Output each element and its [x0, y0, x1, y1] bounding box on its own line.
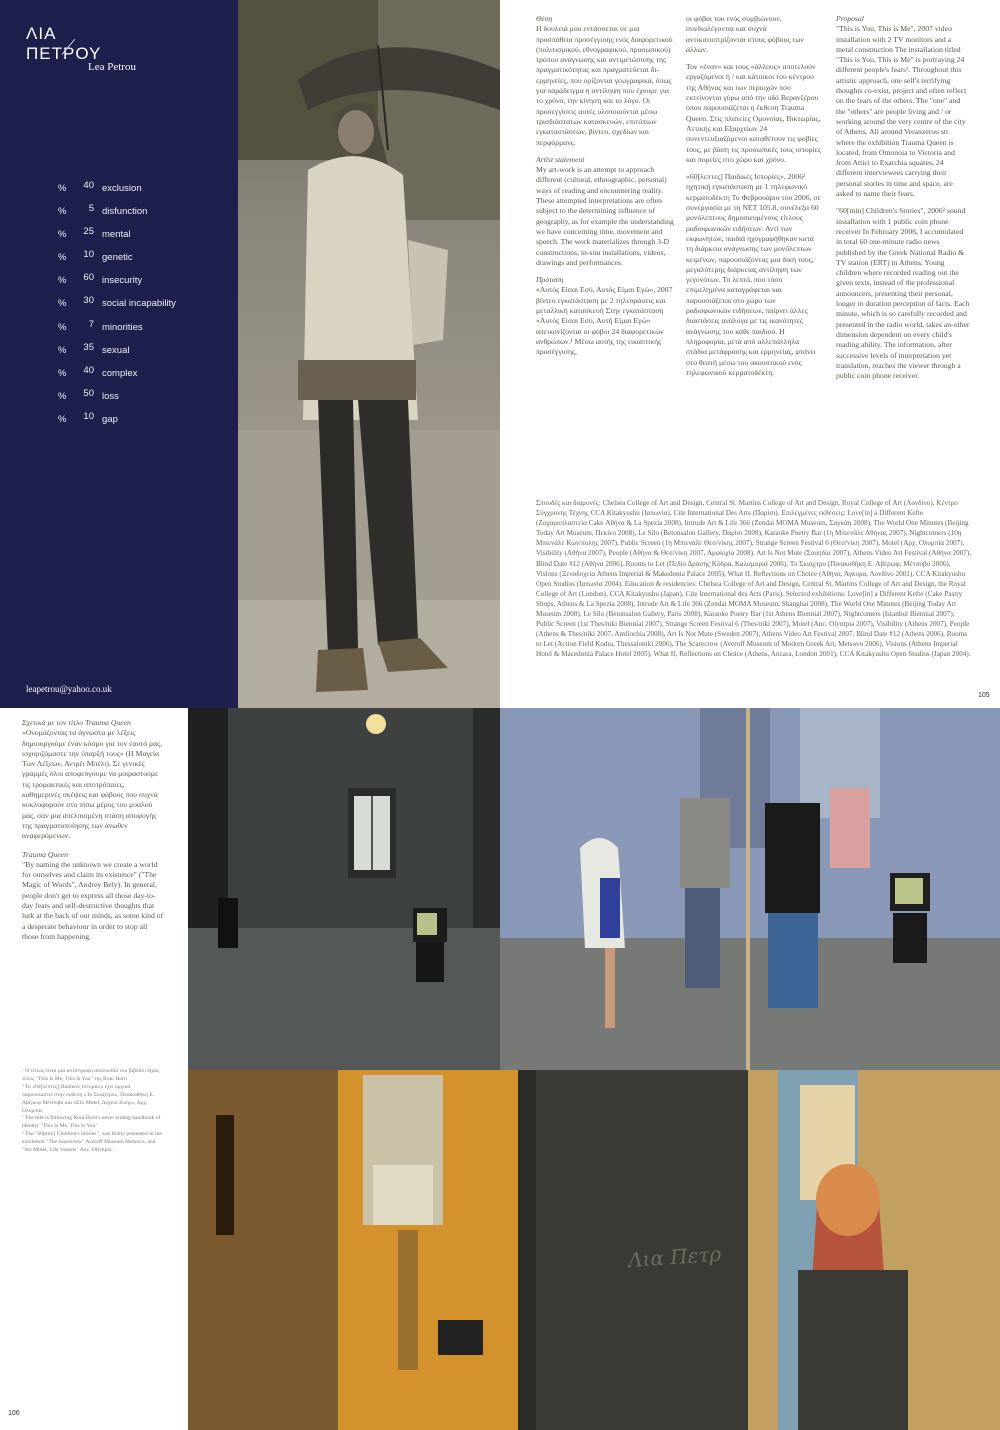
stat-label: disfunction — [102, 206, 148, 218]
proposal-text: "This is You, This is Me", 2007 video installation with 2 TV monitors and a metal construction The installation titled "This is You, This is Me" is portraying 24 different people's fears¹. Throughout this artistic approach, one self's terrifying thoughts co-exist, project and often reflect on the fears of the others. The "one" and the "others" are people living and / or working around the very centre of the city of Athens. All around Veranzerou str. where the exhibition Trauma Queen is located, from Omonoia to Victoria and from Attici to Exarchia squares, 24 different interviewees carrying their personal stories in time and space, are asked to name their fears. — [836, 24, 967, 199]
percent-symbol: % — [58, 252, 67, 264]
page-number-right: 105 — [978, 692, 990, 699]
footnote: ¹ Ο τίτλος είναι μια αντίστροφη ακολουθία του βιβλίου δίχως τέλος "This Is Me, This Is You" της Roni Horn — [22, 1068, 160, 1082]
percent-symbol: % — [58, 183, 67, 194]
artist-greek-name: ΛΙΑ ΠΕΤΡΟΥ — [26, 24, 102, 63]
stat-label: social incapability — [102, 298, 176, 310]
stat-value: 50 — [83, 387, 94, 399]
stat-label: loss — [102, 390, 119, 402]
fears-continued: οι φόβοι του ενός συμβιώνουν, συνδιαλέγονται και συχνά αντικατοπτρίζονται στους φόβους των άλλων. — [686, 14, 804, 54]
percent-symbol: % — [58, 390, 67, 402]
stat-value: 35 — [83, 341, 94, 353]
protasi-heading: Πρόταση — [536, 275, 564, 285]
artist-latin-name: Lea Petrou — [88, 61, 136, 73]
footnote: ² Το «60[λεπτες] Παιδικές Ιστορίες» έχει αρχικά παρουσιαστεί στην έκθεση «Το Σκιάχτρο», Πινακοθήκη Ε. Αβέρωφ Μέτσοβο και «Στο Motel, Δοχεία Ζωής», Αρχ. Ολυμπία. — [22, 1083, 155, 1114]
percent-symbol: % — [58, 298, 67, 310]
percent-symbol: % — [58, 206, 67, 218]
title-note-text-gr: «Ονομάζοντας τα άγνωστα με λέξεις δημιουργούμε έναν κόσμο για τον εαυτό μας, ισχυριζόμαστε την ύπαρξή τους» (Η Μαγεία Των Λέξεων, Αντρέι Μπέλι). Σε γενικές γραμμές όλοι αποφεύγουμε να μοιραστούμε τις τρομακτικές και αποτρόπαιες, καθημερινές σκέψεις και φόβους που συχνά κυκλοφορούν στο πίσω μέρος του μυαλού μας, σαν μια απελπισμένη στάση αποφυγής της πραγματοποίησης των άνωθεν αναφερόμενων. — [22, 728, 163, 841]
stat-label: insecurity — [102, 275, 143, 287]
page-number-left: 106 — [8, 1410, 20, 1417]
one-and-others-text: Τον «έναν» και τους «άλλους» αποτελούν εργαζόμενοι ή / και κάτοικοι του κέντρου της Αθήνας και των περιοχών που εκτείνονται γύρω από την οδό Βερανζέρου όπου παρουσιάζεται η έκθεση Trauma Queen. Στις πλατείες Ομονοίας, Βικτωρίας, Αττικής και Εξαρχείων 24 συνεντευξιαζόμενοι καταθέτουν τις φοβίες τους, με βάση τις προσωπικές τους ιστορίες και πορείες στο χώρο και χρόνο. — [686, 62, 821, 164]
trauma-queen-heading: Trauma Queen — [22, 849, 68, 859]
stat-label: exclusion — [102, 183, 142, 194]
stat-value: 10 — [83, 410, 94, 422]
portrait-illustration — [238, 0, 500, 708]
childrens-stories-text-en: "60[min] Children's Stories", 2006² sound installation with 1 public coin phone receiver In February 2006, I accumulated in total 60 one-minute radio news published by the Greek National Radio & TV station (ERT) in Athens. Young children where recorded reading out the given texts, instead of the professional announcers, presenting their personal, longer in duration perception of facts. Each minute, which is so carefully recorded and presented in the radio world, takes an-other dimension dependent on every child's reading ability. The information, after successive levels of interpretation yet translation, reaches the viewer through a public coin phone receiver. — [836, 206, 970, 381]
stat-label: mental — [102, 229, 131, 241]
percent-symbol: % — [58, 275, 67, 287]
stat-label: genetic — [102, 252, 133, 264]
title-note-heading: Σχετικά με τον τίτλο Trauma Queen — [22, 718, 131, 727]
text-column-2 — [686, 14, 822, 385]
percent-symbol: % — [58, 413, 67, 425]
stat-value: 30 — [83, 295, 94, 307]
thesis-text: Η δουλειά μου εντάσσεται σε μια προσπάθεια προσέγγισης ενός διαφορετικού (πολιτισμικού, εθνογραφικού, προσωπικού) τρόπου ανάγνωσης και αντιμετώπισης της πραγματικότητας και πραγματεύεται δι-ερμηνείες, που ορίζονται γεωγραφικά, όπως για παράδειγμα η αντίληψη που έχουμε για το χρόνο, την κίνηση και το λόγο. Οι προσεγγίσεις αυτές υλοποιούνται μέσω τρισδιάστατων κατασκευών, επιτόπιων εγκαταστάσεων, βίντεο, σχεδίων και περφόρμανς. — [536, 24, 673, 147]
installation-room-photo — [188, 708, 500, 1070]
artist-sidebar — [0, 0, 238, 708]
footnote: ¹ The title is following Roni Horn's never ending handbook of identity "This Is Me, This Is You" — [22, 1115, 161, 1130]
artist-email[interactable]: leapetrou@yahoo.co.uk — [26, 684, 112, 694]
stat-label: complex — [102, 367, 138, 379]
stat-value: 25 — [83, 226, 94, 238]
childrens-stories-title-gr: «60[λεπτες] Παιδικές Ιστορίες», 2006² — [686, 172, 806, 182]
stat-value: 10 — [83, 249, 94, 261]
phone-booth-illustration — [188, 1070, 1000, 1430]
stat-label: sexual — [102, 344, 130, 356]
stat-label: minorities — [102, 321, 143, 333]
wall-graffiti: Λια Πετρ — [627, 1241, 722, 1273]
stat-row — [58, 410, 236, 437]
artist-statement-text: My art-work is an attempt to approach different (cultural, ethnographic, personal) ways of reading and encountering reality. These attempted interpretations are often subject to the determining influence of geography, as for example the understanding we have concerning time, movement and speech. The work materializes through 3-D constructions, in-situ installations, videos, drawings and performances. — [536, 165, 674, 267]
artist-statement-heading: Artist statement — [536, 154, 585, 164]
percent-symbol: % — [58, 367, 67, 379]
stat-label: gap — [102, 413, 118, 425]
trauma-queen-column — [22, 718, 164, 950]
stats-list — [58, 180, 236, 437]
trauma-queen-text-en: "By naming the unknown we create a world for ourselves and claim its existence" ("The Magic of Words", Andrey Bely). In general, people don't get to express all those day-to-day fears and self-destructive thoughts that lurk at the back of our minds, as some kind of a desperate behaviour in order to stop all those from happening. — [22, 859, 164, 941]
protasi-text: «Αυτός Είσαι Εσύ, Αυτός Είμαι Εγώ», 2007 βίντεο εγκατάσταση με 2 τηλεοράσεις και μεταλλική κατασκευή Στην εγκατάσταση «Αυτός Είσαι Εσύ, Αυτή Είμαι Εγώ» απεικονίζονται οι φόβοι 24 διαφορετικών ανθρώπων.¹ Μέσω αυτής της εικαστικής προσέγγισης, — [536, 285, 673, 357]
bio-education-exhibitions: Σπουδές και διαμονές: Chelsea College of Art and Design, Central St. Martins College of Art and Design, Royal College of Art (Λονδίνο), Κέντρο Σύγχρονης Τέχνης CCA Kitakyushu (Ιαπωνία), Cite International Des Arts (Παρίσι). Επιλεγμένες εκθέσεις: Love[in] a Different Kefte (Ζαχαροπλαστεία Cake Αθήνα & La Spezia 2008), Intrude Art & Life 366 (Zendai MOMA Museum, Σαγκάη 2008), The World One Minutes (Beijing Today Art Museum, Πεκίνο 2008), Le Silo (Betonsalon Gallery, Παρίσι 2008), Karaoke Poetry Bar (1η Μπιενάλε Αθήνας 2007), Nightcomers (10η Μπιενάλε Κων/πολης 2007), Public Screen (1η Μπιενάλε Θεσ/νίκης 2007), Strange Screen Festival 6 (Θεσ/νίκη 2007), Motel (Αρχ. Ολυμπία 2007), Visibility (Αθήνα 2007), People (Αθήνα & Θεσ/νίκη 2007, Αμφίοχία 2008), Art Is Not Mute (Σουηδία 2007), Athens Video Art Festival (Αθήνα 2007), Blind Date #12 (Αθήνα 2006), Rooms to Let (Πεδίο Δράσης Κόδρα, Καλαμαριά 2006), Το Σκιάχτρο (Πινακοθήκη Ε. Αβέρωφ, Μέτσοβο 2006), Visions (Ξενοδοχεία Athens Imperial & Makedonia Palace 2005), What If, Reflections on Choice (Αθήνα, Άγκυρα, Λονδίνο 2001), CCA Kitakyushu Open Studios (Ιαπωνία 2004). Education & residencies: Chelsea College of Art and Design, Central St. Martins College of Art and Design, the Royal College of Art (London), CCA Kitakyushu (Japan), Cite International des Arts (Paris). Selected exhibitions: Love[in] a Different Kefte (Cake Pastry Shops, Athens & La Spezia 2008), Intrude Art & Life 366 (Zendai MOMA Museum, Shanghai 2008), The World One Minutes (Beijing Today Art Museum 2008), Le Silo (Betonsalon Gallery, Paris 2008), Karaoke Poetry Bar (1st Athens Biennial 2007), Nightcomers (Istanbul Biennial 2007), Public Screen (1st Thes/niki Biennial 2007), Strange Screen Festival 6 (Thes/niki 2007), Motel (Anc. Olympia 2007), Visibility (Athens 2007), People (Athens & Thes/niki 2007, Amfiochia 2008), Art Is Not Mute (Sweden 2007), Athens Video Art Festival 2007, Blind Date #12 (Athens 2006), Rooms to Let (Action Field Kodra, Thessaloniki 2006), The Scarecrow (Averoff Museum of Modern Greek Art, Metsovo 2006), Visions (Athens Imperial Hotel & Macedonia Palace Hotel 2005), What If, Reflections on Choice (Athens, Ancara, London 2001), CCA Kitakyushu Open Studios (Japan 2004). — [536, 499, 972, 659]
stat-value: 40 — [83, 180, 94, 191]
visitors-illustration — [500, 708, 1000, 1070]
text-column-1 — [536, 14, 674, 365]
stat-value: 60 — [83, 272, 94, 284]
thesis-heading: Θέση — [536, 14, 553, 23]
childrens-stories-text-gr: ηχητική εγκατάσταση με 1 τηλεφωνικό κερματοδέκτη Το Φεβρουάριο του 2006, σε συνεργασία με τη ΝΕΤ 105.8, συνέλεξα 60 μονόλεπτους δημοσιευμένους τίτλους ραδιοφωνικών ειδήσεων. Αντί των εκφωνητών, παιδιά ηχογραφήθηκαν κατά τη διάρκεια ανάγνωσης των μονόλεπτων κειμένων, παρουσιάζοντας μια δική τους, μεγαλύτερης διάρκειας αντίληψη των γεγονότων. Το λεπτό, που τόσο επιμελημένα καταγράφεται και παρουσιάζεται στο χώρο των ραδιοφωνικών ειδήσεων, παίρνει άλλες διαστάσεις ανάλογα με τις ικανότητες ανάγνωσης του κάθε παιδιού. Η πληροφορία, μετά από αλλεπάλληλα στάδια μετάφρασης και ερμηνείας, φτάνει στο θεατή μέσω του ακουστικού ενός τηλεφωνικού κερματοδέκτη. — [686, 182, 821, 377]
proposal-heading: Proposal — [836, 14, 864, 23]
visitors-installation-photo — [500, 708, 1000, 1070]
room-illustration — [188, 708, 500, 1070]
footnote: ² The "60[min] Children's Stories", was firstly presented in the exhibition "The Scarecrow" Averoff Museum Metsovo, and "Sto Motel, Life Vessels" Anc. Olympia. — [22, 1131, 162, 1154]
phone-booth-photo — [188, 1070, 1000, 1430]
artist-portrait-photo — [238, 0, 500, 708]
percent-symbol: % — [58, 229, 67, 241]
text-column-3 — [836, 14, 970, 388]
stat-value: 5 — [88, 203, 94, 215]
stat-value: 40 — [83, 364, 94, 376]
stat-value: 7 — [88, 318, 94, 330]
percent-symbol: % — [58, 321, 67, 333]
footnotes — [22, 1068, 162, 1155]
percent-symbol: % — [58, 344, 67, 356]
